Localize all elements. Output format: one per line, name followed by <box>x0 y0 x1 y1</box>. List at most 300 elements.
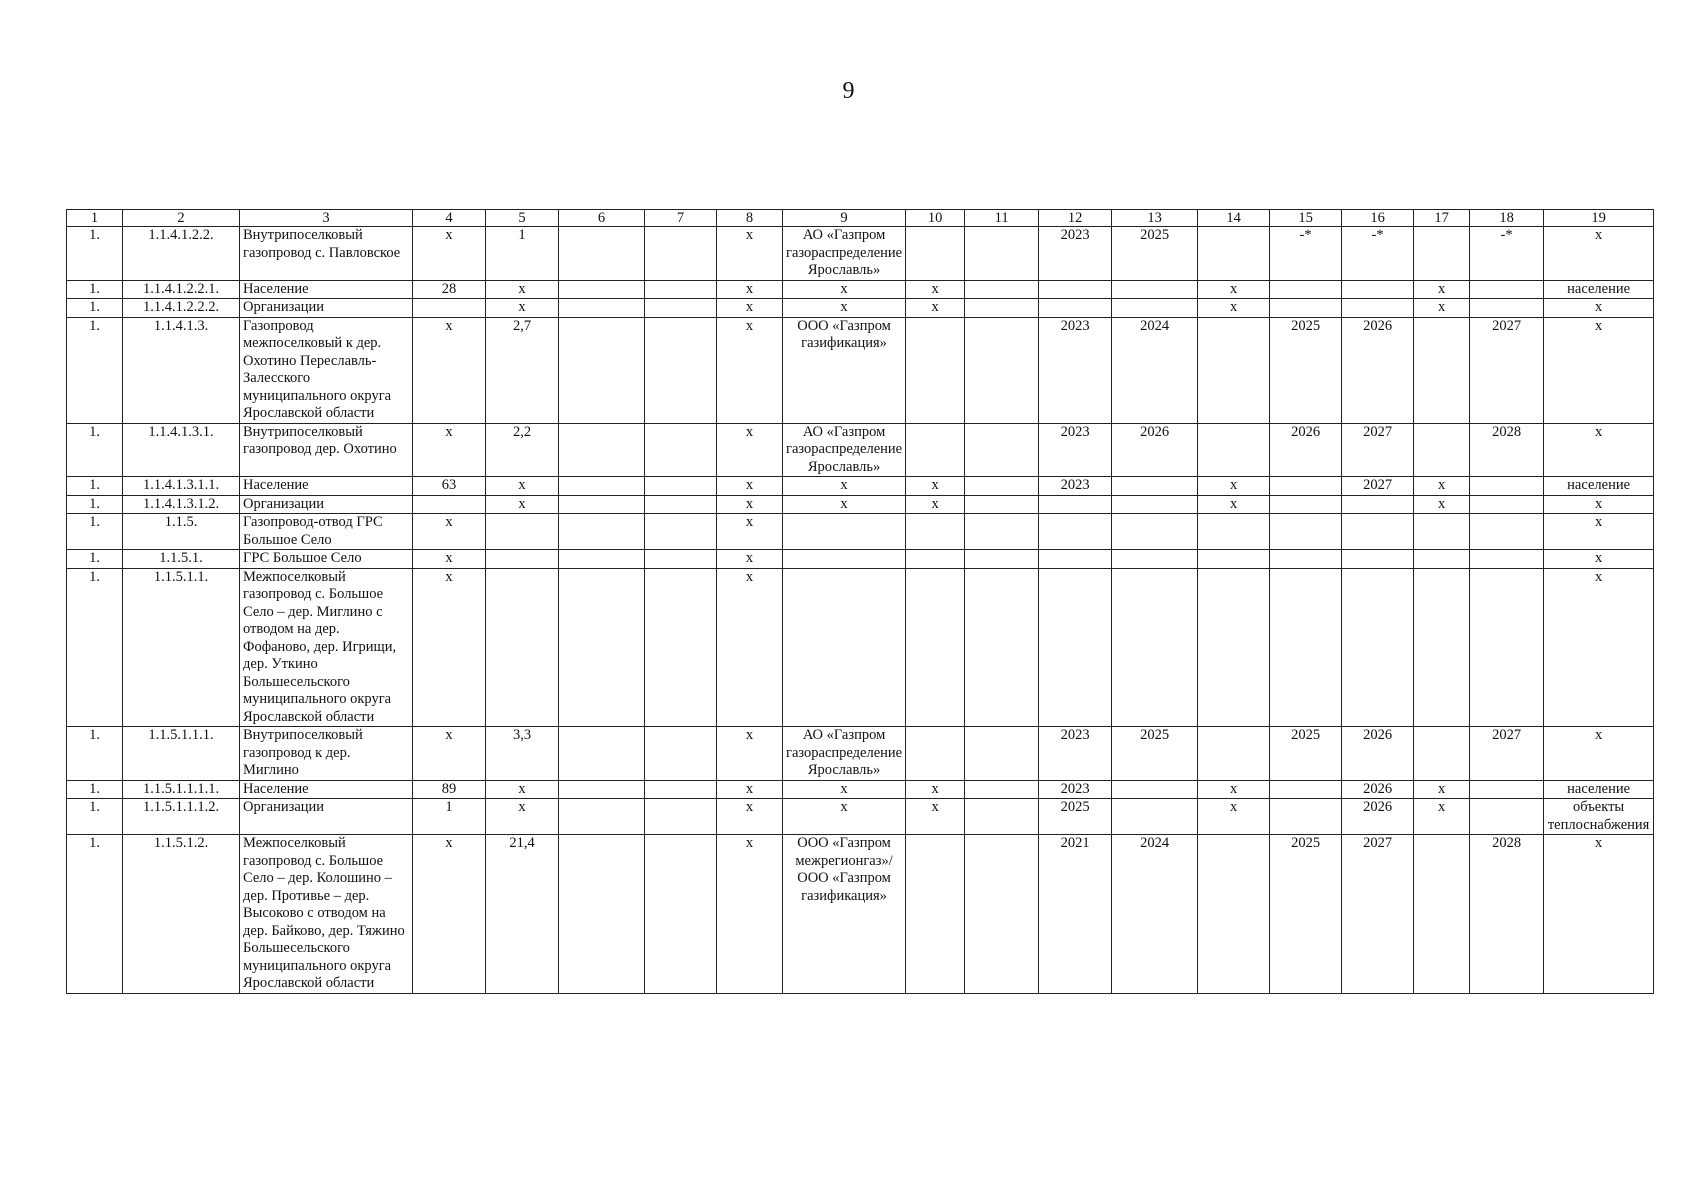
document-table-container <box>66 209 1654 994</box>
table-cell: х <box>1414 477 1470 496</box>
table-cell: 2023 <box>1039 727 1112 781</box>
column-number-cell: 5 <box>486 210 559 227</box>
table-cell <box>1414 227 1470 281</box>
object-name-cell: Межпоселковый газопровод с. Большое Село – дер. Миглино с отводом на дер. Фофаново, дер. Игрищи, дер. Уткино Большесельского муниципального округа Ярославской области <box>240 568 413 727</box>
table-cell: 2026 <box>1270 423 1342 477</box>
table-cell <box>1470 550 1544 569</box>
table-cell: х <box>1414 495 1470 514</box>
column-number-cell: 14 <box>1198 210 1270 227</box>
table-cell: х <box>906 799 965 835</box>
table-cell <box>906 514 965 550</box>
column-number-cell: 19 <box>1544 210 1654 227</box>
column-number-cell: 12 <box>1039 210 1112 227</box>
table-cell: х <box>486 495 559 514</box>
table-cell <box>1270 477 1342 496</box>
table-cell: -* <box>1470 227 1544 281</box>
object-code-cell: 1.1.4.1.3.1. <box>123 423 240 477</box>
table-cell: х <box>783 780 906 799</box>
column-number-cell: 4 <box>413 210 486 227</box>
table-cell <box>559 299 645 318</box>
table-cell <box>1414 317 1470 423</box>
table-cell <box>965 227 1039 281</box>
table-cell <box>1112 280 1198 299</box>
table-cell: 1. <box>67 423 123 477</box>
object-code-cell: 1.1.5. <box>123 514 240 550</box>
table-cell <box>965 835 1039 994</box>
table-cell <box>559 477 645 496</box>
table-body <box>67 210 1654 994</box>
table-row <box>67 780 1654 799</box>
table-cell <box>1470 780 1544 799</box>
table-cell <box>1112 495 1198 514</box>
table-cell: х <box>906 477 965 496</box>
table-cell <box>1270 495 1342 514</box>
table-cell <box>1112 568 1198 727</box>
object-code-cell: 1.1.5.1.1.1. <box>123 727 240 781</box>
table-cell <box>1039 568 1112 727</box>
table-cell <box>965 568 1039 727</box>
table-cell <box>1112 299 1198 318</box>
table-cell: х <box>1544 317 1654 423</box>
table-cell <box>1414 423 1470 477</box>
table-cell <box>965 780 1039 799</box>
table-cell: 1. <box>67 477 123 496</box>
table-cell: объекты теплоснабжения <box>1544 799 1654 835</box>
table-cell <box>1198 227 1270 281</box>
column-number-cell: 16 <box>1342 210 1414 227</box>
table-cell: х <box>783 477 906 496</box>
table-cell: 1. <box>67 227 123 281</box>
table-cell: ООО «Газпром межрегионгаз»/ ООО «Газпром газификация» <box>783 835 906 994</box>
table-cell <box>1198 514 1270 550</box>
table-cell <box>1039 299 1112 318</box>
table-cell <box>645 727 717 781</box>
table-cell <box>1270 780 1342 799</box>
table-cell <box>645 299 717 318</box>
table-cell <box>965 550 1039 569</box>
table-cell <box>645 799 717 835</box>
table-cell: АО «Газпром газораспределение Ярославль» <box>783 727 906 781</box>
object-code-cell: 1.1.4.1.3.1.1. <box>123 477 240 496</box>
table-cell <box>906 317 965 423</box>
table-cell <box>559 280 645 299</box>
table-row <box>67 835 1654 994</box>
table-cell: х <box>486 280 559 299</box>
column-number-cell: 8 <box>717 210 783 227</box>
table-cell <box>486 550 559 569</box>
table-cell <box>1112 799 1198 835</box>
column-number-row <box>67 210 1654 227</box>
table-cell <box>1470 299 1544 318</box>
table-row <box>67 799 1654 835</box>
table-cell: х <box>486 780 559 799</box>
table-cell <box>1198 568 1270 727</box>
table-cell <box>645 495 717 514</box>
table-cell: х <box>1198 280 1270 299</box>
table-cell <box>559 568 645 727</box>
table-cell: х <box>717 317 783 423</box>
object-code-cell: 1.1.5.1. <box>123 550 240 569</box>
table-cell <box>559 317 645 423</box>
table-cell <box>1414 568 1470 727</box>
table-cell: х <box>413 568 486 727</box>
table-cell: х <box>413 423 486 477</box>
table-row <box>67 280 1654 299</box>
table-cell: 2025 <box>1112 227 1198 281</box>
table-cell <box>645 423 717 477</box>
table-cell <box>1198 835 1270 994</box>
table-cell: -* <box>1270 227 1342 281</box>
table-cell <box>413 495 486 514</box>
table-cell <box>645 780 717 799</box>
object-name-cell: Внутрипоселковый газопровод дер. Охотино <box>240 423 413 477</box>
object-code-cell: 1.1.4.1.2.2.1. <box>123 280 240 299</box>
object-code-cell: 1.1.4.1.2.2.2. <box>123 299 240 318</box>
table-cell: 2023 <box>1039 227 1112 281</box>
table-cell <box>559 227 645 281</box>
table-cell: 2023 <box>1039 317 1112 423</box>
table-cell <box>1342 299 1414 318</box>
table-cell: АО «Газпром газораспределение Ярославль» <box>783 423 906 477</box>
table-row <box>67 495 1654 514</box>
table-cell <box>965 477 1039 496</box>
table-cell: 21,4 <box>486 835 559 994</box>
table-cell <box>965 423 1039 477</box>
table-cell <box>559 514 645 550</box>
table-cell <box>645 514 717 550</box>
table-cell <box>1414 727 1470 781</box>
table-cell: х <box>1198 780 1270 799</box>
table-cell: х <box>717 799 783 835</box>
table-cell: 2026 <box>1342 317 1414 423</box>
table-row <box>67 299 1654 318</box>
table-cell: 3,3 <box>486 727 559 781</box>
table-cell <box>1470 799 1544 835</box>
table-cell <box>1039 280 1112 299</box>
table-cell: х <box>717 227 783 281</box>
table-cell <box>559 799 645 835</box>
table-cell <box>1342 514 1414 550</box>
table-cell: х <box>486 799 559 835</box>
table-cell: х <box>906 280 965 299</box>
table-cell: х <box>1544 227 1654 281</box>
table-cell <box>1342 495 1414 514</box>
table-row <box>67 550 1654 569</box>
table-cell: х <box>1544 835 1654 994</box>
table-cell <box>1198 727 1270 781</box>
column-number-cell: 18 <box>1470 210 1544 227</box>
table-cell: х <box>717 280 783 299</box>
object-name-cell: Организации <box>240 799 413 835</box>
table-cell <box>1039 495 1112 514</box>
table-cell: х <box>1414 280 1470 299</box>
table-cell <box>1270 280 1342 299</box>
object-code-cell: 1.1.5.1.2. <box>123 835 240 994</box>
table-cell: 2,2 <box>486 423 559 477</box>
table-cell: х <box>1544 550 1654 569</box>
table-cell <box>1270 799 1342 835</box>
table-cell <box>906 568 965 727</box>
table-cell <box>1270 550 1342 569</box>
table-cell: 2,7 <box>486 317 559 423</box>
object-code-cell: 1.1.4.1.3. <box>123 317 240 423</box>
table-cell <box>1470 495 1544 514</box>
column-number-cell: 11 <box>965 210 1039 227</box>
object-name-cell: Газопровод межпоселковый к дер. Охотино Переславль-Залесского муниципального округа Ярославской области <box>240 317 413 423</box>
table-cell: х <box>717 495 783 514</box>
table-cell <box>906 550 965 569</box>
table-cell: 1. <box>67 835 123 994</box>
table-cell: х <box>783 280 906 299</box>
column-number-cell: 9 <box>783 210 906 227</box>
table-cell: х <box>717 727 783 781</box>
table-cell: 1 <box>413 799 486 835</box>
table-cell: 2027 <box>1342 835 1414 994</box>
table-cell: 2023 <box>1039 423 1112 477</box>
object-name-cell: Межпоселковый газопровод с. Большое Село – дер. Колошино – дер. Противье – дер. Высоково с отводом на дер. Байково, дер. Тяжино Большесельского муниципального округа Ярославской области <box>240 835 413 994</box>
table-cell <box>1270 568 1342 727</box>
table-cell: 2027 <box>1470 317 1544 423</box>
object-name-cell: Население <box>240 780 413 799</box>
table-cell: х <box>1544 568 1654 727</box>
table-cell: х <box>413 727 486 781</box>
table-cell <box>1470 514 1544 550</box>
table-cell <box>1270 299 1342 318</box>
table-cell <box>1112 780 1198 799</box>
table-cell: 2024 <box>1112 317 1198 423</box>
table-cell: 1. <box>67 514 123 550</box>
page-number: 9 <box>842 78 855 104</box>
table-cell <box>783 550 906 569</box>
table-cell <box>1198 423 1270 477</box>
table-cell: АО «Газпром газораспределение Ярославль» <box>783 227 906 281</box>
table-cell: х <box>717 477 783 496</box>
table-cell: ООО «Газпром газификация» <box>783 317 906 423</box>
table-cell: х <box>717 423 783 477</box>
table-cell: 1. <box>67 568 123 727</box>
table-row <box>67 317 1654 423</box>
table-cell: х <box>1198 799 1270 835</box>
table-cell <box>1342 280 1414 299</box>
object-name-cell: Организации <box>240 495 413 514</box>
table-cell <box>1039 550 1112 569</box>
table-cell: 1. <box>67 727 123 781</box>
object-name-cell: Внутрипоселковый газопровод с. Павловское <box>240 227 413 281</box>
table-cell: х <box>1414 799 1470 835</box>
table-cell <box>1342 568 1414 727</box>
table-cell: х <box>486 477 559 496</box>
table-cell: х <box>906 299 965 318</box>
table-cell: х <box>717 780 783 799</box>
object-code-cell: 1.1.5.1.1.1.1. <box>123 780 240 799</box>
table-row <box>67 568 1654 727</box>
object-name-cell: Газопровод-отвод ГРС Большое Село <box>240 514 413 550</box>
table-cell <box>783 514 906 550</box>
table-cell: 2021 <box>1039 835 1112 994</box>
table-cell <box>965 799 1039 835</box>
table-cell <box>1198 317 1270 423</box>
table-cell: х <box>717 568 783 727</box>
table-cell: 2026 <box>1342 780 1414 799</box>
table-cell: -* <box>1342 227 1414 281</box>
table-cell: х <box>1198 495 1270 514</box>
object-name-cell: Организации <box>240 299 413 318</box>
table-cell: х <box>717 514 783 550</box>
table-cell: х <box>783 495 906 514</box>
table-cell <box>645 477 717 496</box>
table-cell <box>965 727 1039 781</box>
table-cell: х <box>1414 299 1470 318</box>
table-cell: х <box>906 495 965 514</box>
table-cell: 2025 <box>1112 727 1198 781</box>
table-cell <box>1039 514 1112 550</box>
table-cell: 2027 <box>1342 423 1414 477</box>
table-cell <box>965 495 1039 514</box>
table-cell: 2026 <box>1342 799 1414 835</box>
table-cell: х <box>717 299 783 318</box>
table-cell: 1. <box>67 317 123 423</box>
table-cell: 2028 <box>1470 835 1544 994</box>
table-cell <box>906 727 965 781</box>
table-cell <box>645 227 717 281</box>
table-cell <box>1414 550 1470 569</box>
table-cell: х <box>1544 299 1654 318</box>
table-cell: 2023 <box>1039 780 1112 799</box>
table-cell: 63 <box>413 477 486 496</box>
object-name-cell: Внутрипоселковый газопровод к дер. Миглино <box>240 727 413 781</box>
table-cell <box>1470 477 1544 496</box>
object-code-cell: 1.1.5.1.1.1.2. <box>123 799 240 835</box>
table-cell: 2025 <box>1270 727 1342 781</box>
table-cell <box>1414 835 1470 994</box>
table-cell: х <box>717 550 783 569</box>
table-cell: х <box>1544 514 1654 550</box>
table-cell: 1. <box>67 780 123 799</box>
table-cell: население <box>1544 280 1654 299</box>
table-cell: 2026 <box>1112 423 1198 477</box>
object-name-cell: Население <box>240 477 413 496</box>
table-cell <box>783 568 906 727</box>
table-cell <box>1470 568 1544 727</box>
column-number-cell: 1 <box>67 210 123 227</box>
object-code-cell: 1.1.4.1.3.1.2. <box>123 495 240 514</box>
table-cell: 1. <box>67 299 123 318</box>
table-cell: х <box>413 227 486 281</box>
column-number-cell: 10 <box>906 210 965 227</box>
table-cell: население <box>1544 477 1654 496</box>
table-cell: х <box>783 799 906 835</box>
table-cell: х <box>1544 423 1654 477</box>
table-cell <box>1112 477 1198 496</box>
table-cell <box>965 514 1039 550</box>
table-cell <box>559 835 645 994</box>
table-cell <box>965 280 1039 299</box>
object-code-cell: 1.1.5.1.1. <box>123 568 240 727</box>
table-cell <box>486 514 559 550</box>
table-cell: 2025 <box>1039 799 1112 835</box>
table-cell: х <box>906 780 965 799</box>
table-cell: х <box>486 299 559 318</box>
column-number-cell: 6 <box>559 210 645 227</box>
table-row <box>67 514 1654 550</box>
object-name-cell: Население <box>240 280 413 299</box>
table-cell <box>645 835 717 994</box>
table-cell <box>1112 550 1198 569</box>
table-cell: х <box>1198 477 1270 496</box>
table-cell <box>1342 550 1414 569</box>
column-number-cell: 15 <box>1270 210 1342 227</box>
gasification-plan-table <box>66 209 1654 994</box>
table-cell <box>559 780 645 799</box>
table-cell <box>1198 550 1270 569</box>
table-cell <box>645 317 717 423</box>
table-cell <box>1470 280 1544 299</box>
table-cell: 2024 <box>1112 835 1198 994</box>
table-cell: х <box>1544 495 1654 514</box>
table-cell <box>965 299 1039 318</box>
table-row <box>67 227 1654 281</box>
table-row <box>67 423 1654 477</box>
table-cell: 1. <box>67 550 123 569</box>
table-cell <box>906 835 965 994</box>
table-cell <box>645 280 717 299</box>
table-cell: х <box>413 514 486 550</box>
table-cell: 2027 <box>1342 477 1414 496</box>
table-cell <box>486 568 559 727</box>
table-cell: х <box>413 550 486 569</box>
object-name-cell: ГРС Большое Село <box>240 550 413 569</box>
table-cell: х <box>783 299 906 318</box>
table-cell <box>559 727 645 781</box>
table-cell: х <box>1414 780 1470 799</box>
column-number-cell: 7 <box>645 210 717 227</box>
table-cell <box>645 550 717 569</box>
table-cell: х <box>413 317 486 423</box>
table-cell: население <box>1544 780 1654 799</box>
table-cell: 2025 <box>1270 835 1342 994</box>
table-cell <box>1270 514 1342 550</box>
table-cell: 2026 <box>1342 727 1414 781</box>
table-cell: х <box>413 835 486 994</box>
table-cell: х <box>1544 727 1654 781</box>
column-number-cell: 17 <box>1414 210 1470 227</box>
column-number-cell: 2 <box>123 210 240 227</box>
table-cell <box>965 317 1039 423</box>
table-cell <box>645 568 717 727</box>
table-row <box>67 477 1654 496</box>
table-cell: 2027 <box>1470 727 1544 781</box>
column-number-cell: 3 <box>240 210 413 227</box>
object-code-cell: 1.1.4.1.2.2. <box>123 227 240 281</box>
table-cell: 2025 <box>1270 317 1342 423</box>
table-cell: 1 <box>486 227 559 281</box>
table-cell: 2028 <box>1470 423 1544 477</box>
table-cell: 1. <box>67 495 123 514</box>
table-cell <box>559 495 645 514</box>
table-cell: 89 <box>413 780 486 799</box>
table-cell: х <box>717 835 783 994</box>
table-row <box>67 727 1654 781</box>
table-cell <box>559 550 645 569</box>
table-cell <box>559 423 645 477</box>
table-cell <box>1414 514 1470 550</box>
table-cell: х <box>1198 299 1270 318</box>
table-cell: 2023 <box>1039 477 1112 496</box>
table-cell <box>906 227 965 281</box>
table-cell <box>1112 514 1198 550</box>
table-cell: 28 <box>413 280 486 299</box>
column-number-cell: 13 <box>1112 210 1198 227</box>
